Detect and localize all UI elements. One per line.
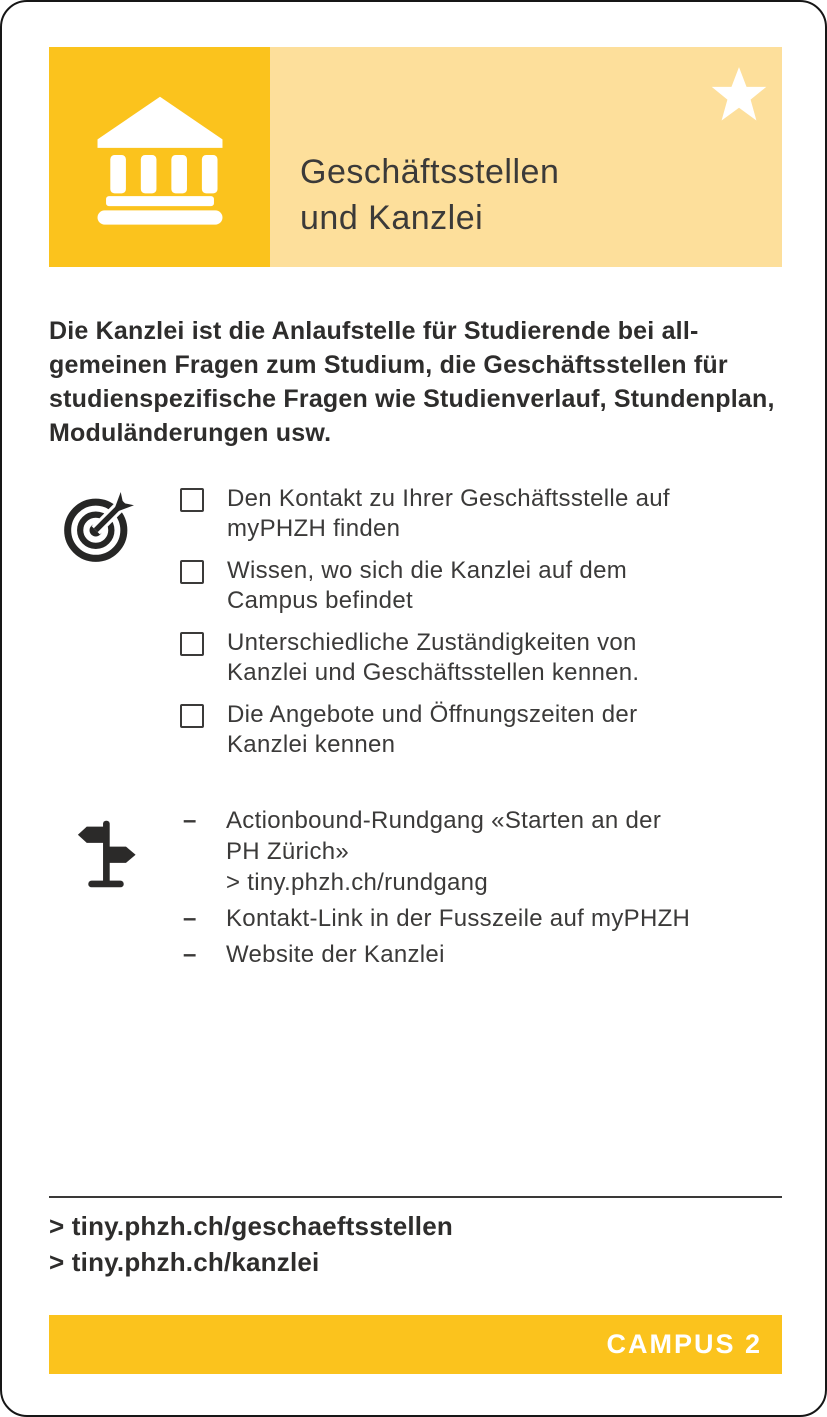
card-header	[49, 47, 782, 267]
checklist-item-text	[227, 700, 637, 760]
signpost-icon	[69, 810, 143, 898]
checklist-item	[180, 628, 780, 688]
bank-icon	[89, 84, 231, 231]
checklist-line: Campus befindet	[227, 587, 413, 614]
page-title	[300, 149, 559, 241]
footer-link[interactable]: > tiny.phzh.ch/kanzlei	[49, 1247, 320, 1277]
checkbox[interactable]	[180, 488, 204, 512]
resource-line: Actionbound-Rundgang «Starten an der	[226, 807, 662, 834]
checklist-item	[180, 484, 780, 544]
resource-line: PH Zürich»	[226, 838, 350, 865]
intro-paragraph	[49, 314, 782, 450]
checkbox[interactable]	[180, 560, 204, 584]
resource-item-text	[226, 805, 661, 898]
resource-item	[180, 939, 780, 970]
checklist-line: Kanzlei und Geschäftsstellen kennen.	[227, 659, 640, 686]
header-title-box	[270, 47, 782, 267]
footer-links	[49, 1208, 453, 1280]
footer-divider	[49, 1196, 782, 1198]
resource-item-text	[226, 903, 690, 934]
header-icon-box	[49, 47, 270, 267]
resource-line: Website der Kanzlei	[226, 941, 445, 968]
checklist-item-text	[227, 484, 670, 544]
checklist-line: Die Angebote und Öffnungszeiten der	[227, 701, 638, 728]
campus-bar	[49, 1315, 782, 1374]
dash-bullet: –	[183, 905, 197, 932]
resource-item-text	[226, 939, 445, 970]
resource-link[interactable]: > tiny.phzh.ch/rundgang	[226, 869, 488, 896]
checklist-line: myPHZH finden	[227, 515, 401, 542]
intro-line: Die Kanzlei ist die Anlaufstelle für Studierende bei all-	[49, 317, 699, 345]
target-icon	[63, 485, 141, 563]
title-line: Geschäftsstellen	[300, 153, 560, 191]
title-line: und Kanzlei	[300, 199, 484, 237]
checklist-line: Den Kontakt zu Ihrer Geschäftsstelle auf	[227, 485, 670, 512]
checklist-item-text	[227, 628, 639, 688]
intro-line: studienspezifische Fragen wie Studienverlauf, Stundenplan,	[49, 385, 775, 413]
intro-line: Moduländerungen usw.	[49, 419, 332, 447]
dash-bullet: –	[183, 807, 197, 834]
campus-badge: CAMPUS 2	[606, 1329, 762, 1359]
goal-list	[180, 484, 780, 772]
checklist-item	[180, 556, 780, 616]
dash-bullet: –	[183, 941, 197, 968]
checklist-item	[180, 700, 780, 760]
resource-item	[180, 903, 780, 934]
resource-item	[180, 805, 780, 898]
checklist-line: Unterschiedliche Zuständigkeiten von	[227, 629, 637, 656]
resource-list	[180, 805, 780, 975]
star-icon	[710, 66, 768, 124]
checklist-line: Kanzlei kennen	[227, 731, 396, 758]
checkbox[interactable]	[180, 632, 204, 656]
intro-line: gemeinen Fragen zum Studium, die Geschäftsstellen für	[49, 351, 728, 379]
checkbox[interactable]	[180, 704, 204, 728]
checklist-line: Wissen, wo sich die Kanzlei auf dem	[227, 557, 628, 584]
checklist-item-text	[227, 556, 627, 616]
footer-link[interactable]: > tiny.phzh.ch/geschaeftsstellen	[49, 1211, 453, 1241]
resource-line: Kontakt-Link in der Fusszeile auf myPHZH	[226, 905, 691, 932]
